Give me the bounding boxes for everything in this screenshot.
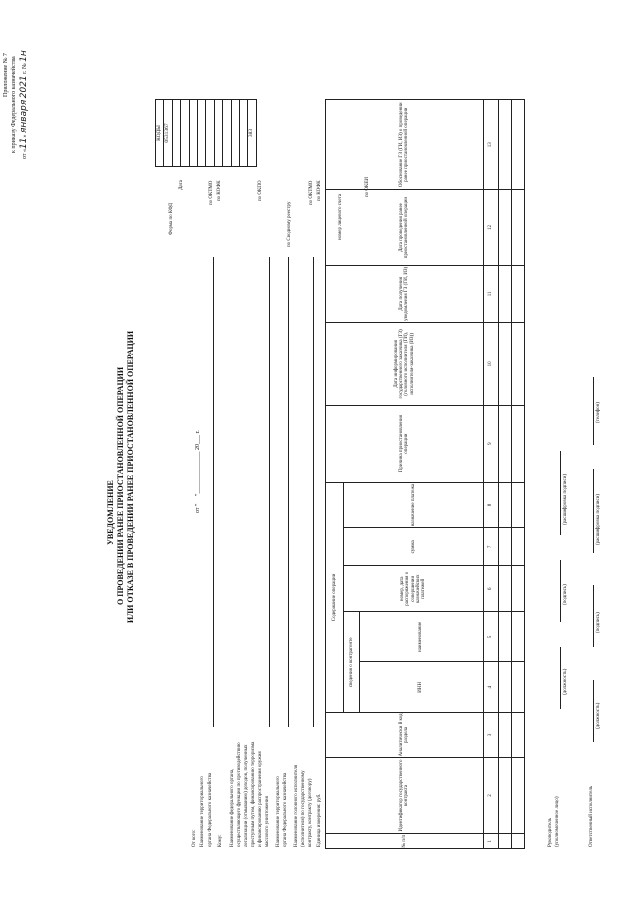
col-exec-date-header: Дата проведения ранее приостановленной операции [326, 190, 484, 265]
territorial-body-label-1: Наименование территориального [200, 776, 205, 847]
column-number: 9 [483, 405, 499, 482]
form-code-value: 0531367 [164, 100, 172, 167]
head-sublabel: (уполномоченное лицо) [555, 796, 560, 847]
column-number: 7 [483, 528, 499, 566]
code-cell [172, 100, 180, 167]
col-sum-header: сумма [344, 528, 484, 566]
sign-line [593, 585, 594, 647]
column-number: 12 [483, 190, 499, 265]
col-reason-header: Причина приостановления операции [326, 405, 484, 482]
signature-caption-2: (подпись) [596, 612, 601, 633]
okei-code-value: 383 [248, 100, 256, 167]
code-cell [181, 100, 189, 167]
column-number: 11 [483, 265, 499, 322]
sign-line [593, 469, 594, 553]
col-contract-id-header: Идентификатор государственного контракта [326, 757, 484, 834]
col-counterparty-header: сведения о контрагенте [344, 612, 360, 713]
code-cell [197, 100, 205, 167]
code-label-registry: по Сводному реестру [287, 201, 292, 247]
col-num-header: № п/п [326, 834, 484, 849]
col-justification-header: Обоснование ГЗ (ГИ, ИЗ) о проведении ранее приостановленной операции [326, 100, 484, 190]
federal-body-label-6: массового уничтожения [265, 796, 270, 847]
table-row [499, 100, 512, 849]
sign-line [560, 451, 561, 535]
federal-body-label-4: преступным путем, финансированию терроризма [251, 741, 256, 847]
code-label-form: Форма по КФД [169, 203, 174, 235]
code-label-oktmo: по ОКТМО [209, 180, 214, 205]
code-label-date: Дата [179, 180, 184, 190]
code-label-oktmo2: по ОКТМО [309, 180, 314, 205]
operations-table [325, 99, 525, 849]
table-row [512, 100, 525, 849]
code-cell [239, 100, 247, 167]
title-date: от " "______________ 20___ г. [195, 430, 201, 513]
executor-label-1: Наименование головного исполнителя [294, 764, 299, 847]
federal-body-label-2: осуществляющего функции по противодействию [237, 742, 242, 847]
decoding-caption-2: (расшифровка подписи) [596, 493, 601, 545]
executor-label-3: контракту, контракту (договору) [308, 778, 313, 847]
column-numbers-row [483, 100, 499, 849]
col-order-header: номер, дата распоряжения о совершении казначейских платежей [344, 566, 484, 612]
executor-label-2: (исполнителя) по государственному [301, 770, 306, 847]
territorial-body-label-2: органа Федерального казначейства [208, 772, 213, 847]
code-cell [206, 100, 214, 167]
column-number: 4 [483, 662, 499, 713]
field-underline [213, 257, 214, 727]
column-number: 3 [483, 713, 499, 757]
sign-line [560, 647, 561, 709]
position-caption: (должность) [563, 668, 568, 695]
order-line: к приказу Федерального казначейства [11, 56, 17, 153]
sign-line [593, 377, 594, 445]
position-caption-2: (должность) [596, 702, 601, 729]
col-purpose-header: назначение платежа [344, 482, 484, 528]
column-number: 2 [483, 757, 499, 834]
appendix-label: Приложение № 7 [3, 53, 9, 97]
title-line2: О ПРОВЕДЕНИИ РАНЕЕ ПРИОСТАНОВЛЕННОЙ ОПЕРАЦИИ [116, 366, 125, 605]
code-cell [189, 100, 197, 167]
column-number: 6 [483, 566, 499, 612]
codes-table [155, 99, 257, 167]
field-underline [288, 257, 289, 727]
title-line3: ИЛИ ОТКАЗЕ В ПРОВЕДЕНИИ РАНЕЕ ПРИОСТАНОВЛЕННОЙ ОПЕРАЦИИ [126, 330, 135, 623]
codes-header: КОДЫ [156, 100, 164, 167]
col-inn-header: ИНН [359, 662, 483, 713]
territorial2-label-1: Наименование территориального [276, 776, 281, 847]
code-cell [231, 100, 239, 167]
unit-label: Единица измерения: руб. [317, 793, 322, 847]
from-whom-label: От кого: [192, 829, 197, 847]
col-content-header: Содержание операции [326, 482, 344, 713]
field-underline [269, 257, 270, 727]
code-cell [223, 100, 231, 167]
handwritten-number: 1н [19, 50, 29, 62]
executor-label: Ответственный исполнитель [589, 785, 594, 847]
federal-body-label-3: легализации (отмыванию) доходов, полученных [244, 744, 249, 847]
code-cell [214, 100, 222, 167]
federal-body-label-5: и финансированию распространения оружия [258, 751, 263, 847]
column-number: 13 [483, 100, 499, 190]
col-analytic-header: Аналитически й код раздела [326, 713, 484, 757]
col-receive-date-header: Дата получения уведомления ГЗ (ГИ, ИЗ) [326, 265, 484, 322]
code-label-kofk2: по КОФК [317, 180, 322, 201]
handwritten-year: 2021 [19, 75, 29, 99]
order-date-line: от «11» января 2021 г. № 1н [19, 50, 29, 159]
head-label: Руководитель [548, 817, 553, 847]
column-number: 10 [483, 323, 499, 406]
sign-line [560, 560, 561, 622]
code-label-account: номер лицевого счета [338, 193, 343, 240]
code-label-okei: по ОКЕИ [365, 176, 370, 197]
handwritten-month: января [19, 99, 29, 133]
column-number: 5 [483, 612, 499, 662]
phone-caption: (телефон) [596, 402, 601, 423]
col-name-header: наименование [359, 612, 483, 662]
federal-body-label-1: Наименование федерального органа, [230, 768, 235, 847]
title-line1: УВЕДОМЛЕНИЕ [106, 480, 115, 545]
code-label-kofk: по КОФК [217, 180, 222, 201]
col-inform-date-header: Дата информирования государственного заказчика (ГЗ) (головного исполнителя (ГИ), исполнителя-заказчика (ИЗ)) [326, 323, 484, 406]
column-number: 8 [483, 482, 499, 528]
field-underline [313, 257, 314, 727]
territorial2-label-2: органа Федерального казначейства [283, 772, 288, 847]
signature-caption: (подпись) [563, 584, 568, 605]
code-label-okpo: по ОКПО [258, 180, 263, 201]
sign-line [593, 680, 594, 742]
handwritten-day: 11 [19, 137, 29, 149]
decoding-caption: (расшифровка подписи) [563, 473, 568, 525]
column-number: 1 [483, 834, 499, 849]
to-whom-label: Кому: [218, 834, 223, 847]
